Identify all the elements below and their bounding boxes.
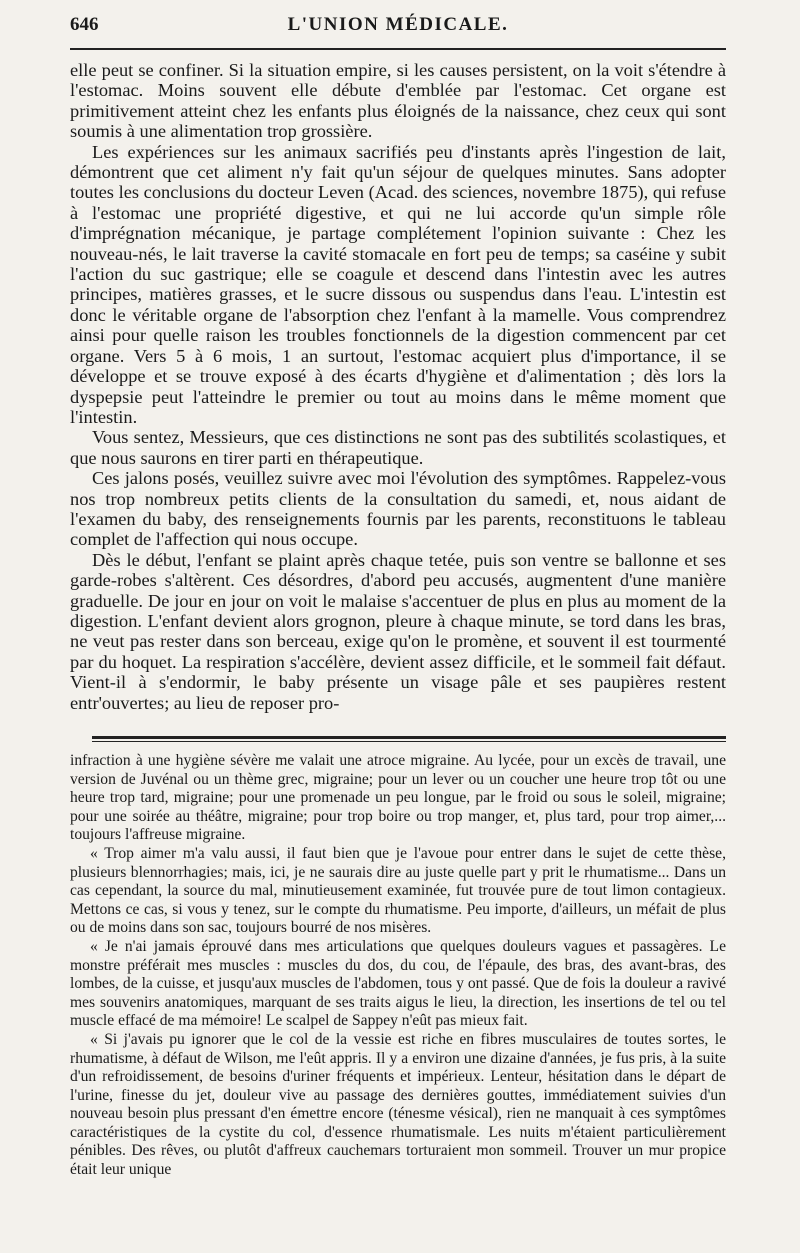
paragraph: Dès le début, l'enfant se plaint après chaque tetée, puis son ventre se ballonne et ses garde-robes s'altèrent. Ces désordres, d'abord peu accusés, augmentent d'une manière graduelle. De jour en jour on voit le malaise s'accentuer de plus en plus au moment de la digestion. L'enfant devient alors grognon, pleure à chaque minute, se tord dans les bras, ne veut pas rester dans son berceau, exige qu'on le promène, et souvent il est tourmenté par du hoquet. La respiration s'accélère, devient assez difficile, et le sommeil fait défaut. Vient-il à s'endormir, le baby présente un visage pâle et ses paupières restent entr'ouvertes; au lieu de reposer pro- <box>70 549 726 713</box>
page-number: 646 <box>70 14 99 35</box>
footnote-separator <box>92 736 726 739</box>
page-header <box>70 14 726 44</box>
note-paragraph: « Je n'ai jamais éprouvé dans mes articulations que quelques douleurs vagues et passagères. Le monstre préférait mes muscles : muscles du dos, du cou, de l'épaule, des bras, des avant-bras, des lombes, de la cuisse, et jusqu'aux muscles de l'abdomen, tous y ont passé. Que de fois la douleur a ravivé mes souvenirs anatomiques, marquant de ses traits aigus le lieu, la direction, les insertions de tel ou tel muscle effacé de ma mémoire! Le scalpel de Sappey n'eût pas mieux fait. <box>70 937 726 1030</box>
paragraph: Vous sentez, Messieurs, que ces distinctions ne sont pas des subtilités scolastiques, et que nous saurons en tirer parti en thérapeutique. <box>70 427 726 468</box>
journal-title: L'UNION MÉDICALE. <box>287 14 509 35</box>
main-text <box>70 60 726 713</box>
header-rule <box>70 48 726 50</box>
footnote-separator-thin <box>92 741 726 742</box>
paragraph: elle peut se confiner. Si la situation empire, si les causes persistent, on la voit s'étendre à l'estomac. Moins souvent elle débute d'emblée par l'estomac. Cet organe est primitivement atteint chez les enfants plus éloignés de la naissance, chez ceux qui sont soumis à une alimentation trop grossière. <box>70 60 726 142</box>
paragraph: Les expériences sur les animaux sacrifiés peu d'instants après l'ingestion de lait, démontrent que cet aliment n'y fait qu'un séjour de quelques minutes. Sans adopter toutes les conclusions du docteur Leven (Acad. des sciences, novembre 1875), qui refuse à l'estomac une propriété digestive, et qui ne lui accorde qu'un simple rôle d'imprégnation mécanique, je partage complétement l'opinion suivante : Chez les nouveau-nés, le lait traverse la cavité stomacale en fort peu de temps; sa caséine y subit l'action du suc gastrique; elle se coagule et descend dans l'intestin avec les autres principes, matières grasses, et le sucre dissous ou suspendus dans l'eau. L'intestin est donc le véritable organe de l'absorption chez l'enfant à la mamelle. Vous comprendrez ainsi pour quelle raison les troubles fonctionnels de la digestion commencent par cet organe. Vers 5 à 6 mois, 1 an surtout, l'estomac acquiert plus d'importance, il se développe et se trouve exposé à des écarts d'hygiène et d'alimentation ; dès lors la dyspepsie peut l'atteindre le premier ou tout au moins dans le même moment que l'intestin. <box>70 141 726 427</box>
paragraph: Ces jalons posés, veuillez suivre avec moi l'évolution des symptômes. Rappelez-vous nos trop nombreux petits clients de la consultation du samedi, et, nous aidant de l'examen du baby, des renseignements fournis par les parents, reconstituons le tableau complet de l'affection qui nous occupe. <box>70 468 726 550</box>
footnote-text <box>70 752 726 1180</box>
note-paragraph: infraction à une hygiène sévère me valait une atroce migraine. Au lycée, pour un excès de travail, une version de Juvénal ou un thème grec, migraine; pour un lever ou un coucher une heure trop tôt ou une heure trop tard, migraine; pour une promenade un peu longue, par le froid ou sous le soleil, migraine; pour une soirée au théâtre, migraine; pour trop boire ou trop manger, et, plus tard, pour trop aimer,... toujours l'affreuse migraine. <box>70 752 726 844</box>
note-paragraph: « Si j'avais pu ignorer que le col de la vessie est riche en fibres musculaires de toutes sortes, le rhumatisme, à défaut de Wilson, me l'eût appris. Il y a environ une dizaine d'années, je fus pris, à la suite d'un refroidissement, de besoins d'uriner fréquents et impérieux. Lenteur, hésitation dans le départ de l'urine, finesse du jet, douleur vive au passage des dernières gouttes, immédiatement suivies d'un nouveau besoin plus pressant d'en émettre encore (ténesme vésical), rien ne manquait à ces symptômes caractéristiques de la cystite du col, d'essence rhumatismale. Les nuits m'étaient particulièrement pénibles. Des rêves, ou plutôt d'affreux cauchemars torturaient mon sommeil. Trouver un mur propice était leur unique <box>70 1030 726 1179</box>
note-paragraph: « Trop aimer m'a valu aussi, il faut bien que je l'avoue pour entrer dans le sujet de cette thèse, plusieurs blennorrhagies; mais, ici, je ne saurais dire au juste quelle part y prit le rhumatisme... Dans un cas cependant, la source du mal, minutieusement examinée, fut trouvée pure de tout limon contagieux. Mettons ce cas, si vous y tenez, sur le compte du rhumatisme. Peu importe, d'ailleurs, un méfait de plus ou de moins dans son sac, toujours bourré de nos misères. <box>70 844 726 937</box>
